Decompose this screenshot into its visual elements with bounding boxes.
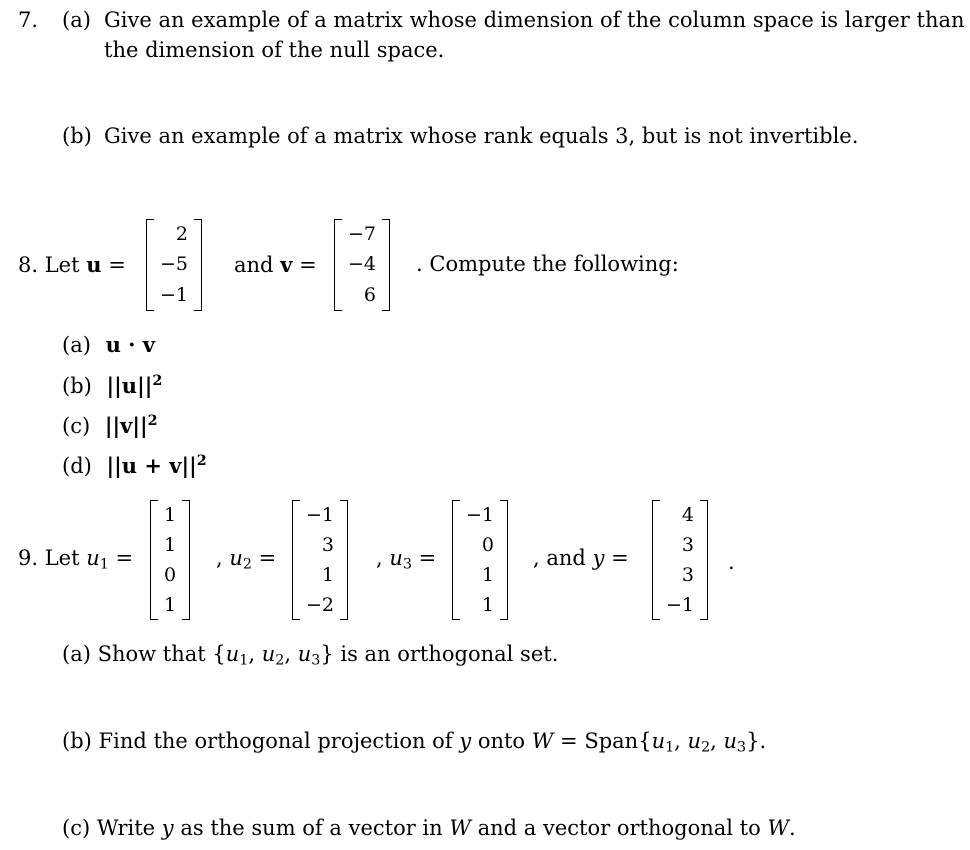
q9-u2-entry: −1 bbox=[306, 503, 335, 526]
q9-u3-vector bbox=[452, 500, 508, 620]
q8-part-label: (c) bbox=[62, 413, 91, 438]
q9-y-entry: 4 bbox=[681, 503, 695, 526]
q8-equals-2: = bbox=[299, 253, 317, 277]
q7a-text-line2: the dimension of the null space. bbox=[104, 38, 445, 62]
q9-u1-entry: 1 bbox=[164, 503, 177, 526]
q9-equals: = bbox=[115, 546, 134, 570]
q8-part-exponent: 2 bbox=[147, 413, 158, 429]
q8-part-expr: u · v bbox=[105, 332, 155, 357]
q9-u1-symbol: $u_1$ bbox=[86, 546, 109, 573]
q9-number: 9. bbox=[18, 546, 39, 570]
q9-u2-entry: −2 bbox=[306, 593, 335, 616]
q9-let: Let bbox=[44, 546, 80, 570]
q9a-label: (a) bbox=[62, 642, 91, 666]
q7b-text: Give an example of a matrix whose rank equals 3, but is not invertible. bbox=[104, 124, 859, 148]
q9-y-entry: −1 bbox=[666, 593, 695, 616]
q9-u2-entry: 1 bbox=[321, 563, 335, 586]
q8-period: . bbox=[416, 252, 423, 276]
q9-u3-entry: 1 bbox=[481, 593, 495, 616]
q8-equals: = bbox=[108, 253, 126, 277]
q7-number: 7. bbox=[18, 8, 39, 32]
q8-and-v bbox=[234, 254, 317, 276]
q8-v-symbol: v bbox=[280, 252, 293, 277]
q9c-label: (c) bbox=[62, 816, 91, 840]
q9-y-label: , and y = bbox=[533, 546, 629, 570]
q9-u3-entry: −1 bbox=[466, 503, 495, 526]
q9-u2-symbol: $u_2$ bbox=[229, 546, 252, 573]
q8-statement bbox=[18, 254, 126, 276]
q8-and: and bbox=[234, 253, 274, 277]
q9-y-entry: 3 bbox=[681, 533, 695, 556]
q9-period: . bbox=[728, 550, 735, 574]
q9-u3-entry: 0 bbox=[481, 533, 495, 556]
q8-part-expr: ||u|| bbox=[106, 372, 153, 398]
q8-part-label: (a) bbox=[62, 333, 91, 357]
q8-v-vector bbox=[334, 219, 390, 311]
q9-u2-entry: 3 bbox=[321, 533, 335, 556]
q9-part-a: (a) Show that {$u_1$, $u_2$, $u_3$} is an orthogonal set. bbox=[62, 642, 559, 669]
q9-y-vector bbox=[652, 500, 708, 620]
q8-v-entry: −4 bbox=[348, 253, 377, 276]
q8-u-entry: −1 bbox=[160, 284, 189, 307]
q8-part-label: (b) bbox=[62, 373, 92, 398]
q8-u-vector bbox=[146, 219, 202, 311]
q9-part-c: (c) Write y as the sum of a vector in W and a vector orthogonal to W. bbox=[62, 816, 796, 840]
q9-u3-label: , $u_3$ = bbox=[376, 546, 437, 573]
q8-part-exponent: 2 bbox=[152, 373, 163, 389]
q8-part-d bbox=[62, 454, 207, 477]
q9-u2-label: , $u_2$ = bbox=[216, 546, 277, 573]
q8-let: Let bbox=[44, 253, 80, 277]
q8-number: 8. bbox=[18, 253, 39, 277]
q9-part-b: (b) Find the orthogonal projection of y onto $W = Span\{u_1$, $u_2$, $u_3$}. bbox=[62, 729, 767, 756]
q8-part-label: (d) bbox=[62, 453, 92, 478]
q8-part-exponent: 2 bbox=[196, 453, 207, 469]
q8-v-entry: −7 bbox=[348, 222, 377, 245]
q9b-label: (b) bbox=[62, 729, 92, 753]
q9-u3-entry: 1 bbox=[481, 563, 495, 586]
q7a-text-line1: Give an example of a matrix whose dimension of the column space is larger than bbox=[104, 8, 965, 32]
q8-part-expr: ||u + v|| bbox=[106, 452, 197, 478]
q8-part-c bbox=[62, 414, 158, 437]
q8-compute-text: Compute the following: bbox=[429, 252, 679, 276]
q9-u1-entry: 0 bbox=[164, 563, 177, 586]
q8-u-symbol: u bbox=[86, 252, 102, 277]
q7b-label: (b) bbox=[62, 124, 92, 148]
q8-part-b bbox=[62, 374, 162, 397]
q7a-label: (a) bbox=[62, 8, 91, 32]
q9-u2-vector bbox=[292, 500, 348, 620]
q9-u3-symbol: $u_3$ bbox=[389, 546, 412, 573]
q9-statement bbox=[18, 548, 133, 572]
q8-v-entry: 6 bbox=[363, 284, 377, 307]
q8-compute bbox=[416, 254, 679, 275]
q9-and: and bbox=[546, 546, 586, 570]
q9-u1-entry: 1 bbox=[164, 593, 177, 616]
q9-u1-vector bbox=[150, 500, 190, 620]
q8-u-entry: −5 bbox=[160, 253, 189, 276]
q9-y-entry: 3 bbox=[681, 563, 695, 586]
q9-y-symbol: y bbox=[592, 546, 605, 570]
q8-part-expr: ||v|| bbox=[104, 412, 148, 438]
q8-part-a bbox=[62, 334, 155, 356]
q9-u1-entry: 1 bbox=[164, 533, 177, 556]
q8-u-entry: 2 bbox=[175, 222, 189, 245]
